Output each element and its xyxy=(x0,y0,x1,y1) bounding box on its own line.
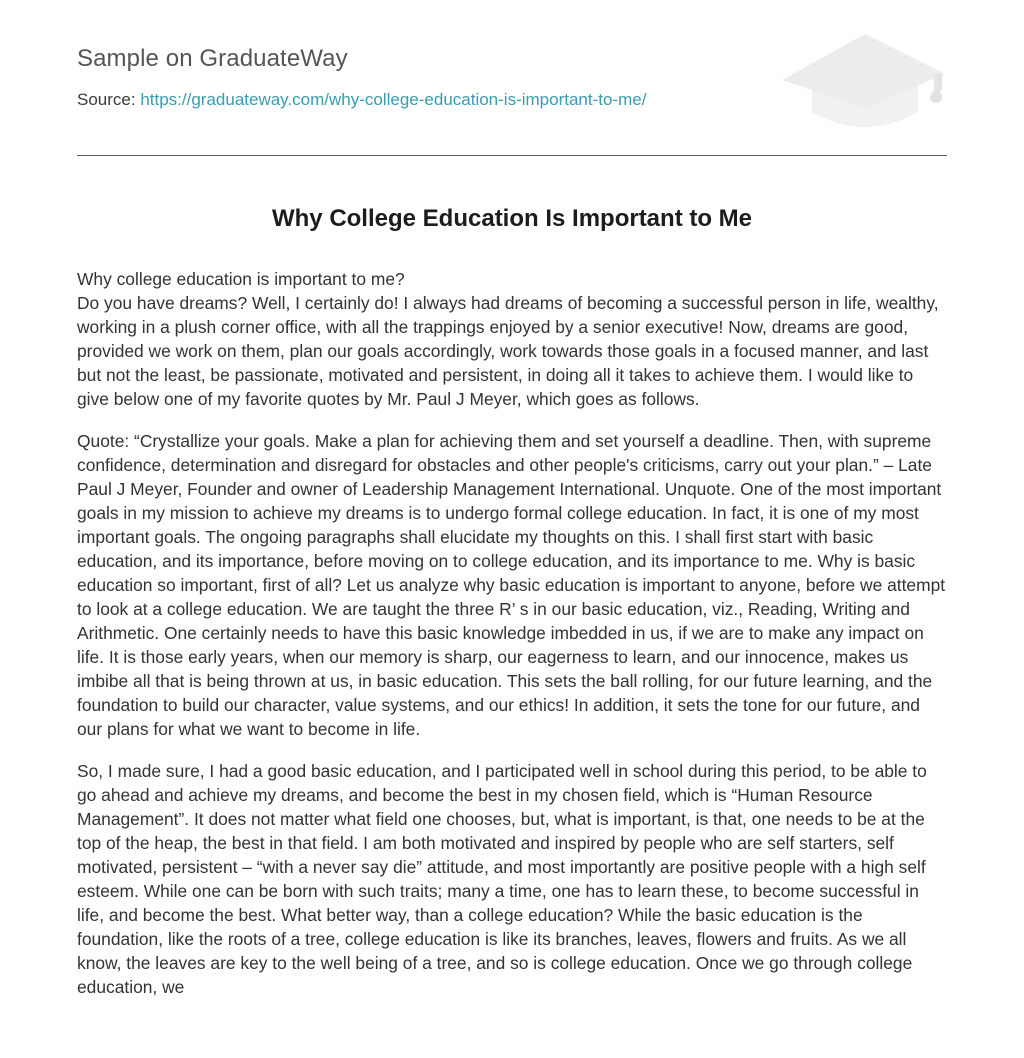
source-line xyxy=(77,90,646,110)
article-paragraph: So, I made sure, I had a good basic education, and I participated well in school during this period, to be able to go ahead and achieve my dreams, and become the best in my chosen field, which is “Human Resource Management”. It does not matter what field one chooses, but, what is important, is that, one needs to be at the top of the heap, the best in that field. I am both motivated and inspired by people who are self starters, self motivated, persistent – “with a never say die” attitude, and most importantly are positive people with a high self esteem. While one can be born with such traits; many a time, one has to learn these, to become successful in life, and become the best. What better way, than a college education? While the basic education is the foundation, like the roots of a tree, college education is like its branches, leaves, flowers and fruits. As we all know, the leaves are key to the well being of a tree, and so is college education. Once we go through college education, we xyxy=(77,761,927,997)
graduation-cap-icon xyxy=(780,30,950,134)
article-body xyxy=(77,267,949,1017)
article-paragraph: Do you have dreams? Well, I certainly do! I always had dreams of becoming a successful person in life, wealthy, working in a plush corner office, with all the trappings enjoyed by a senior executive! Now, dreams are good, provided we work on them, plan our goals accordingly, work towards those goals in a focused manner, and last but not the least, be passionate, motivated and persistent, in doing all it takes to achieve them. I would like to give below one of my favorite quotes by Mr. Paul J Meyer, which goes as follows. xyxy=(77,293,939,409)
header-divider xyxy=(77,155,947,156)
source-prefix: Source: xyxy=(77,90,141,109)
page-title: Why College Education Is Important to Me xyxy=(271,205,753,232)
site-label: Sample on GraduateWay xyxy=(77,45,348,72)
intro-question: Why college education is important to me? xyxy=(77,269,405,289)
article-paragraph: Quote: “Crystallize your goals. Make a plan for achieving them and set yourself a deadline. Then, with supreme confidence, determination and disregard for obstacles and other people's criticisms, carry out your plan.” – Late Paul J Meyer, Founder and owner of Leadership Management International. Unquote. One of the most important goals in my mission to achieve my dreams is to undergo formal college education. In fact, it is one of my most important goals. The ongoing paragraphs shall elucidate my thoughts on this. I shall first start with basic education, and its importance, before moving on to college education, and its importance to me. Why is basic education so important, first of all? Let us analyze why basic education is important to anyone, before we attempt to look at a college education. We are taught the three R’ s in our basic education, viz., Reading, Writing and Arithmetic. One certainly needs to have this basic knowledge imbedded in us, if we are to make any impact on life. It is those early years, when our memory is sharp, our eagerness to learn, and our innocence, makes us imbibe all that is being thrown at us, in basic education. This sets the ball rolling, for our future learning, and the foundation to build our character, value systems, and our ethics! In addition, it sets the tone for our future, and our plans for what we want to become in life. xyxy=(77,431,946,739)
page-header xyxy=(77,0,947,156)
source-link[interactable]: https://graduateway.com/why-college-education-is-important-to-me/ xyxy=(140,90,647,109)
